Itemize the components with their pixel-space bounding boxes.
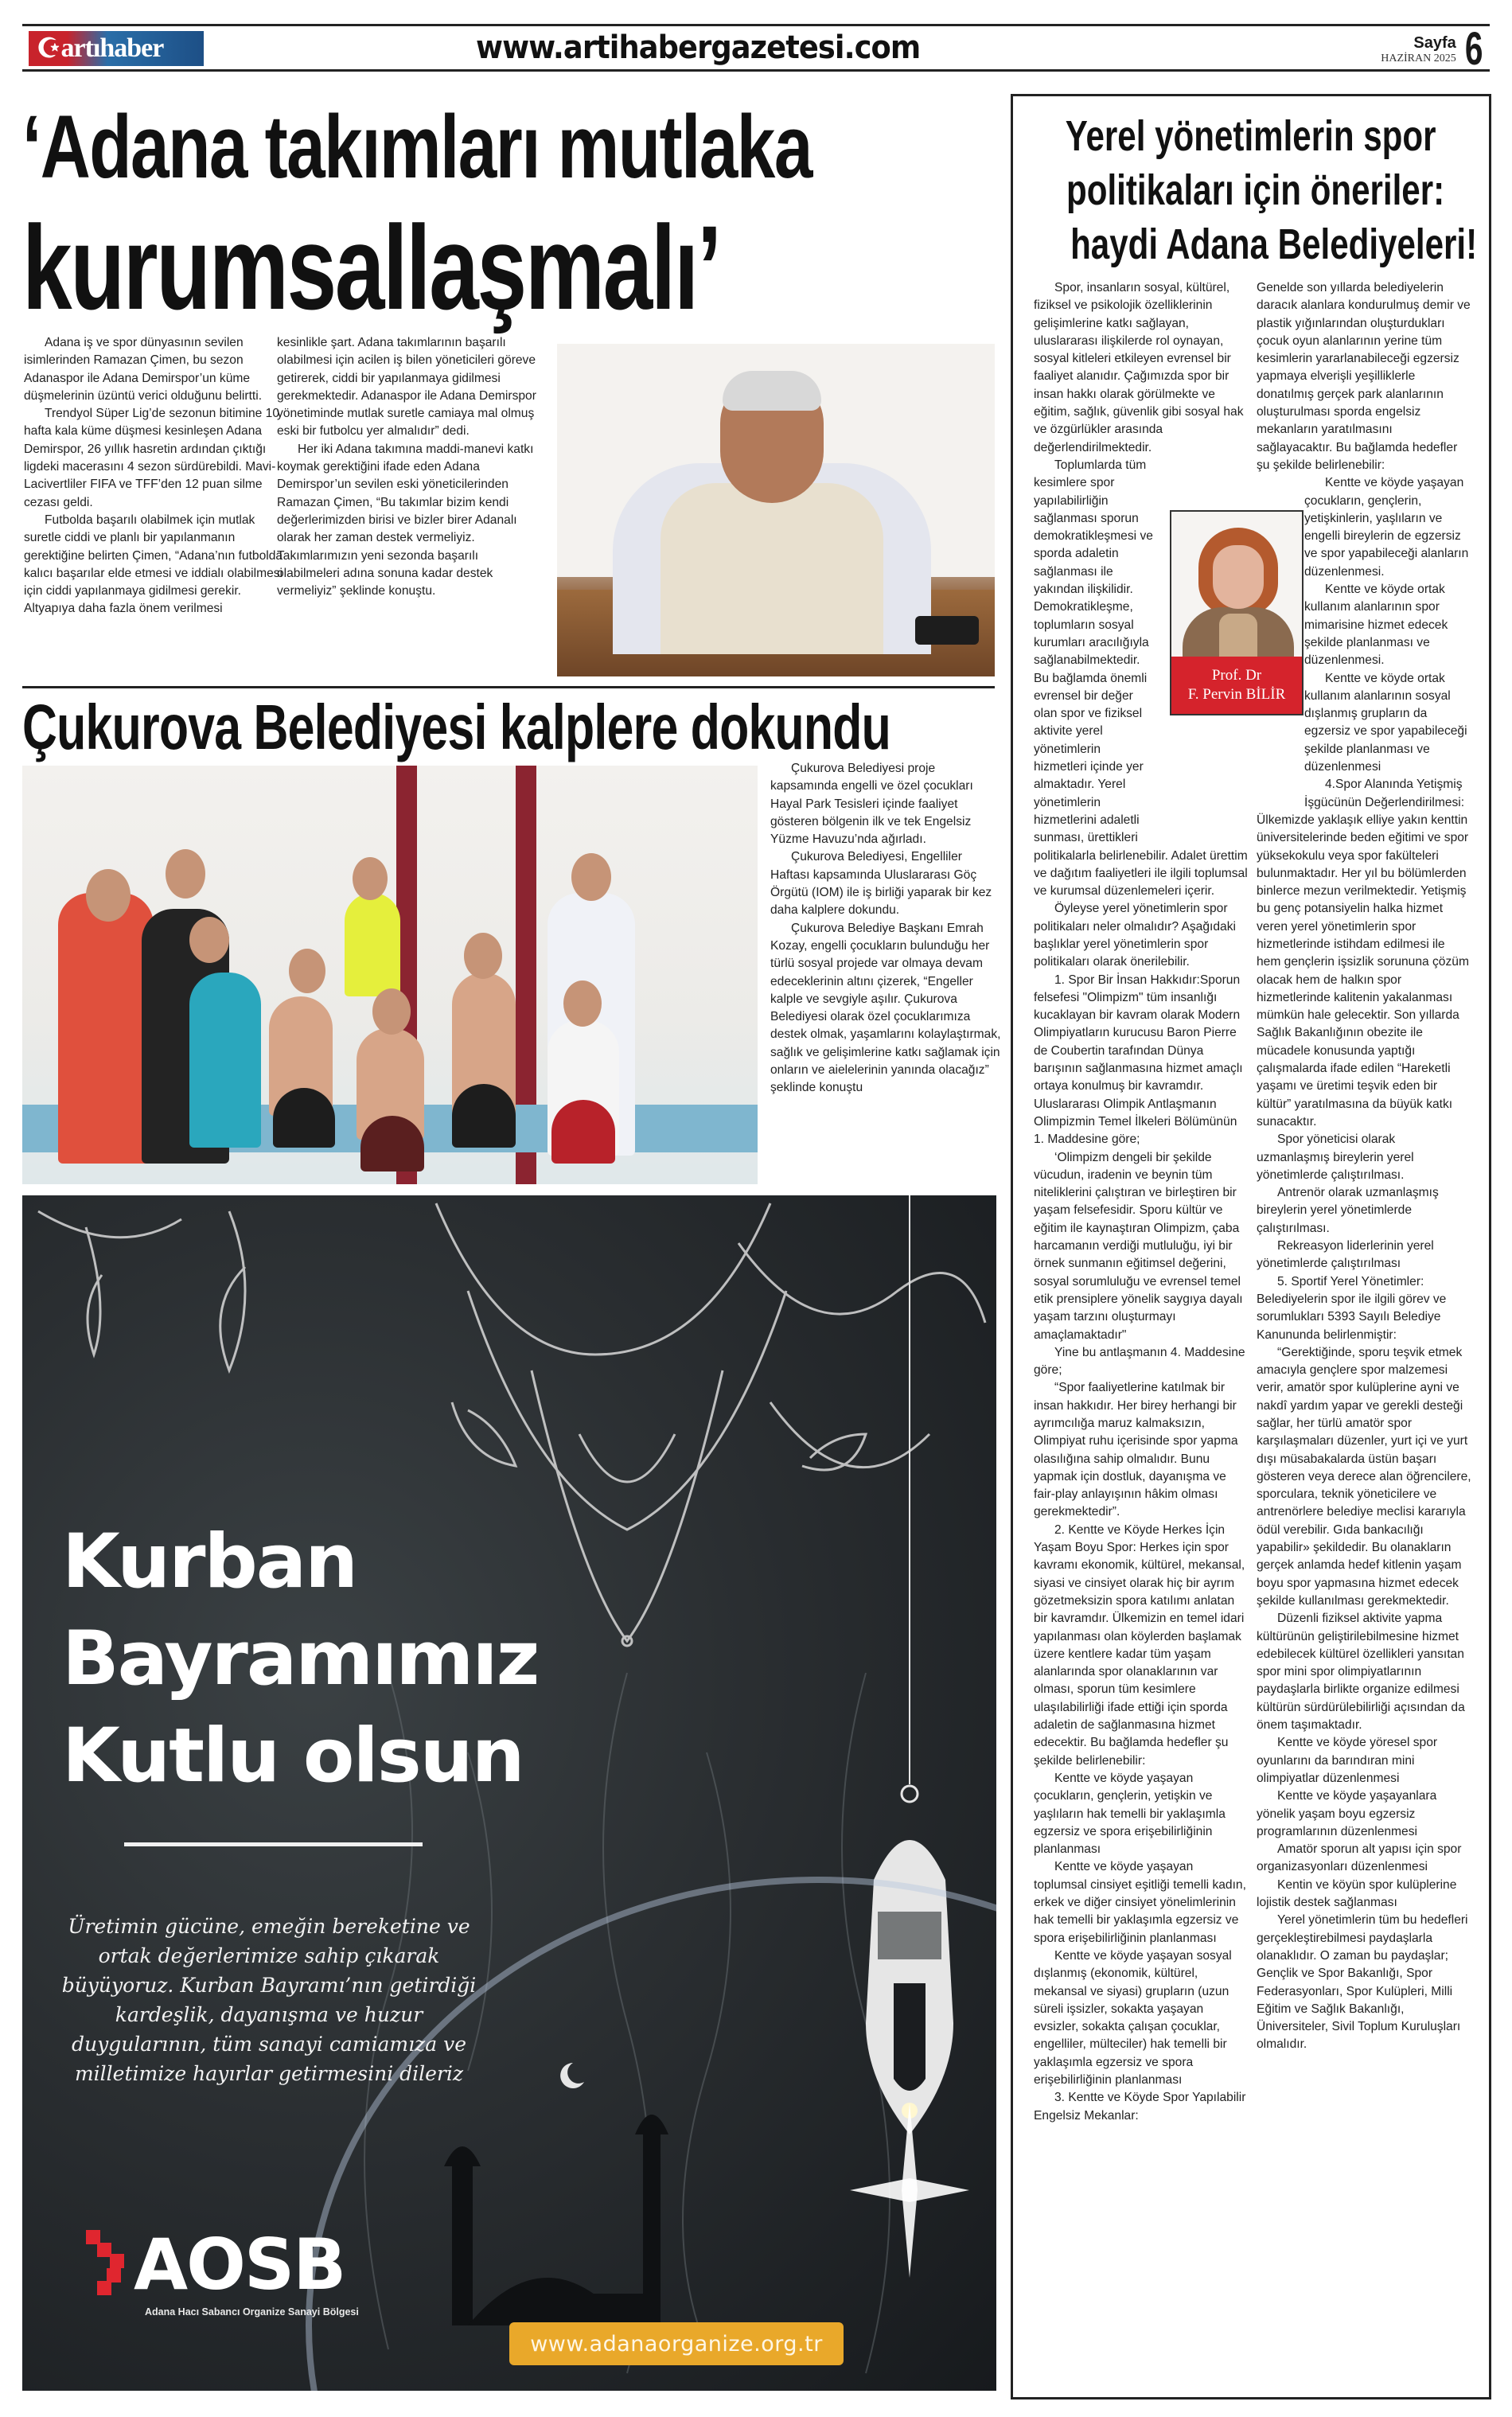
issue-date: HAZİRAN 2025 — [1381, 52, 1456, 64]
paragraph: ‘Olimpizm dengeli bir şekilde vücudun, iradenin ve beynin tüm niteliklerini çalıştıran ve birleştiren bir yaşam felsefesidir. Sporu kültür ve eğitim ile kaynaştıran Olimpizm, çaba harcamanın verdiği mutluluğu, iyi bir örnek sunmanın eğitimsel değerini, sosyal sorumluluğu ve evrensel temel etik prensiplere yönelik saygıya dayalı yaşam tarzını oluşturmayı amaçlamaktadır" — [1034, 1150, 1243, 1342]
paragraph: Kentte ve köyde yöresel spor oyunlarını da barındıran mini olimpiyatlar düzenlenmesi — [1257, 1736, 1438, 1785]
paragraph: 4.Spor Alanında Yetişmiş İşgücünün Değerlendirilmesi: Ülkemizde yaklaşık elliye yakın kenttin üniversitelerinde beden eğitimi ve spor yüksekokulu veya spor fakülteleri bulunmaktadır. Her yıl bu bölümlerden binlerce mezun verilmektedir. Yetişmiş bu genç potansiyelin halka hizmet veren yerel yönetimlerin spor hizmetlerinde istihdam edilmesi ile hem gençlerin işsizlik sorununa çözüm olacak hem de halkın spor hizmetlerinde kalitenin yakalanması mümkün hale gelecektir. Son yıllarda Sağlık Bakanlığının obezite ile mücadele konusunda yaptığı çalışmalarda ifade edilen “Hareketli yaşamı ve üretimi teşvik eden bir kültür” yaratılmasına da büyük katkı sunacaktır. — [1257, 778, 1469, 1129]
paragraph: 3. Kentte ve Köyde Spor Yapılabilir Engelsiz Mekanlar: — [1034, 2091, 1246, 2123]
aosb-full-name: Adana Hacı Sabancı Organize Sanayi Bölgesi — [145, 2306, 359, 2318]
paragraph: Adana iş ve spor dünyasının sevilen isimlerinden Ramazan Çimen, bu sezon Adanaspor ile Adana Demirspor’un küme düşmelerinin üzüntü verici olduğunu belirtti. — [24, 336, 263, 403]
ad-website-link[interactable]: www.adanaorganize.org.tr — [509, 2322, 844, 2365]
paragraph: Yine bu antlaşmanın 4. Maddesine göre; — [1034, 1345, 1245, 1378]
paragraph: Her iki Adana takımına maddi-manevi katkı koymak gerektiğini ifade eden Adana Demirspor’un sevilen eski yöneticilerinden Ramazan Çimen, “Bu takımlar bizim kendi değerlerimizden birisi ve bizler birer Adanalı olarak her zaman destek vermeliyiz. Takımlarımızın yeni sezonda başarılı olabilmeleri adına sonuna kadar destek vermeliyiz” şeklinde konuştu. — [277, 442, 534, 598]
paragraph: 1. Spor Bir İnsan Hakkıdır:Sporun felsefesi "Olimpizm" tüm insanlığı kucaklayan bir kavram olarak Modern Olimpiyatların kurucusu Baron Pierre de Coubertin tarafından Dünya barışının sağlanmasına hizmet amaçlı ortaya konulmuş bir kavramdır. Uluslararası Olimpik Antlaşmanın Olimpizmin Temel İlkeleri Bölümünün 1. Maddesine göre; — [1034, 973, 1243, 1147]
ad-title-line: Kutlu olsun — [62, 1713, 524, 1799]
article2-headline: Çukurova Belediyesi kalplere dokundu — [22, 692, 891, 762]
opinion-title-line: Yerel yönetimlerin spor — [1066, 112, 1436, 160]
paragraph: Çukurova Belediye Başkanı Emrah Kozay, engelli çocukların bulunduğu her türlü sosyal projede var olmaya devam edeceklerinin altını çizerek, “Engeller kalple ve sevgiyle aşılır. Çukurova Belediyesi olarak özel çocuklarımıza destek olmak, yaşamlarını kolaylaştırmak, sağlık ve gelişimlerine katkı sağlamak için onların ve aielelerinin yanında olacağız” şeklinde konuştu — [770, 921, 1001, 1095]
paragraph: Düzenli fiziksel aktivite yapma kültürünün geliştirilebilmesine hizmet edebilecek kültürel özellikleri yansıtan spor mini spor olimpiyatlarının paydaşlarla birlikte organize edilmesi kültürün sürdürülebilirliği açısından da önem taşımaktadır. — [1257, 1612, 1465, 1733]
section-divider — [22, 686, 995, 688]
site-url[interactable]: www.artihabergazetesi.com — [476, 29, 921, 66]
article1-column-2 — [277, 334, 540, 600]
paragraph: Kentte ve köyde ortak kullanım alanlarının sosyal dışlanmış grupların da egzersiz ve spor yapabileceği şekilde planlanması ve düzenlenmesi — [1304, 671, 1467, 774]
paragraph: Trendyol Süper Lig’de sezonun bitimine 10 hafta kala küme düşmesi kesinleşen Adana Demirspor, 26 yıllık hasretin ardından çıktığı ligdeki macerasını 4 sezon sürdürebildi. Mavi-Lacivertliler FIFA ve TFF’den 12 puan silme cezası geldi. — [24, 407, 280, 509]
page-label: Sayfa — [1413, 33, 1456, 52]
article2-body — [770, 760, 1001, 1097]
crescent-star-icon: ☪ — [37, 33, 61, 64]
ad-title — [62, 1514, 538, 1805]
bayram-advertisement[interactable] — [22, 1195, 996, 2391]
article1-column-1 — [24, 334, 286, 618]
paragraph: “Spor faaliyetlerine katılmak bir insan hakkıdır. Her birey herhangi bir ayrımcılığa maruz kalmaksızın, Olimpiyat ruhu içerisinde spor yapma olasılığına sahip olmalıdır. Bunu yapmak için dostluk, dayanışma ve fair-play anlayışının hâkim olması gerekmektedir”. — [1034, 1381, 1238, 1519]
paragraph: Rekreasyon liderlerinin yerel yönetimlerde çalıştırılması — [1257, 1239, 1434, 1271]
author-title: Prof. Dr — [1211, 667, 1262, 684]
article1-headline-line2: kurumsallaşmalı’ — [22, 201, 720, 334]
logo-text: artıhaber — [60, 33, 164, 63]
paragraph: Kentte ve köyde yaşayanlara yönelik yaşam boyu egzersiz programlarının düzenlenmesi — [1257, 1789, 1437, 1838]
paragraph: Kentte ve köyde yaşayan çocukların, gençlerin, yetişkinlerin, yaşlıların ve engelli bireylerin de egzersiz ve spor yapabileceği alanların düzenlenmesi. — [1304, 476, 1469, 579]
opinion-column-box — [1011, 94, 1491, 2399]
author-card — [1170, 510, 1304, 715]
page-info — [1381, 23, 1487, 75]
paragraph: Kentte ve köyde yaşayan çocukların, gençlerin, yetişkin ve yaşlıların hak temelli bir yaklaşımla egzersiz ve spora erişebilirliğinin planlanması — [1034, 1771, 1226, 1857]
paragraph: Kentin ve köyün spor kulüplerine lojistik destek sağlanması — [1257, 1877, 1457, 1910]
ad-divider — [124, 1842, 423, 1846]
masthead — [22, 23, 1490, 75]
opinion-title — [1013, 109, 1489, 271]
paragraph: Kentte ve köyde ortak kullanım alanlarının spor mimarisine hizmet edecek şekilde planlanması ve düzenlenmesi. — [1304, 583, 1448, 668]
author-tag — [1171, 657, 1302, 714]
paragraph: Çukurova Belediyesi, Engelliler Haftası kapsamında Uluslararası Göç Örgütü (IOM) ile iş birliği yaparak bir kez daha kalplere dokundu. — [770, 850, 992, 918]
paragraph: “Gerektiğinde, sporu teşvik etmek amacıyla gençlere spor malzemesi verir, amatör spor kulüplerine ayni ve nakdî yardım yapar ve gerekli desteği sağlar, her türlü amatör spor karşılaşmaları düzenler, yurt içi ve yurt dışı müsabakalarda üstün başarı gösteren veya derece alan öğrencilere, sporculara, teknik yöneticilere ve antrenörlere belediye meclisi kararıyla ödül verebilir. Gıda bankacılığı yapabilir» şekildedir. Bu olanakların gerçek anlamda hedef kitlenin yaşam boyu spor yapmasına hizmet edecek şekilde kullanılması gerekmektedir. — [1257, 1345, 1471, 1608]
author-portrait — [1171, 512, 1302, 658]
paragraph: Toplumlarda tüm kesimlere spor yapılabilirliğin sağlanması sporun demokratikleşmesi ve sporda adaletin sağlanması ile yakından ilişkilidir. Demokratikleşme, toplumların sosyal kurumları aracılığıyla sağlanabilmektedir. Bu bağlamda önemli evrensel bir değer olan spor ve fiziksel aktivite yerel yönetimlerin hizmetleri içinde yer almaktadır. Yerel yönetimlerin hizmetlerini adaletli sunması, ürettikleri politikalarla belirlenebilir. Adalet ürettim ve dağıtım faaliyetleri ile ilgili toplumsal ve kurumsal düzenlemeleri içerir. — [1034, 458, 1248, 899]
paragraph: 2. Kentte ve Köyde Herkes İçin Yaşam Boyu Spor: Herkes için spor kavramı ekonomik, kültürel, mekansal, siyasi ve cinsiyet olarak hiç bir ayrım gözetmeksizin spora katılımı anlatan bir kavramdır. Ülkemizin en temel idari yapılanması olan köylerden başlamak üzere kentlere kadar tüm yaşam alanlarında spor olanaklarının var olması, sporun tüm kesimlere ulaşılabilirliği ifade ettiği için sporda adaletin de sağlanmasına hizmet edecektir. Bu bağlamda hedefler şu şekilde belirlenebilir: — [1034, 1522, 1245, 1768]
paragraph: Kentte ve köyde yaşayan sosyal dışlanmış (ekonomik, kültürel, mekansal ve siyasi) grupların (uzun süreli işsizler, sokakta yaşayan evsizler, sokakta çalışan çocuklar, engelliler, mülteciler) hak temelli bir yaklaşımla egzersiz ve spora erişebilirliğinin planlanması — [1034, 1948, 1232, 2087]
opinion-title-line: haydi Adana Belediyeleri! — [1070, 220, 1478, 268]
paragraph: Kentte ve köyde yaşayan toplumsal cinsiyet eşitliği temelli kadın, erkek ve diğer cinsiyet yönelimlerinin hak temelli bir yaklaşımla egzersiz ve spora erişebilirliğinin planlanması — [1034, 1860, 1246, 1945]
paragraph: Amatör sporun alt yapısı için spor organizasyonları düzenlenmesi — [1257, 1842, 1462, 1874]
opinion-title-line: politikaları için öneriler: — [1066, 166, 1445, 214]
newspaper-logo[interactable] — [29, 31, 204, 66]
paragraph: kesinlikle şart. Adana takımlarının başarılı olabilmesi için acilen iş bilen yöneticileri göreve getirerek, ciddi bir yapılanmaya gidilmesi gerekmektedir. Adanaspor ile Adana Demirspor yönetiminde mutlak suretle camiaya mal olmuş eski bir futbolcu yer almalıdır” dedi. — [277, 336, 536, 439]
paragraph: Genelde son yıllarda belediyelerin daracık alanlara kondurulmuş demir ve plastik yığınlarından oluşturdukları çocuk oyun alanlarının yerine tüm kesimlerin yararlanabileceği egzersiz yapmaya elverişli yeşilliklerle donatılmış gerçek park alanlarının oluşturulması sporda engelsiz mekanların yaratılmasını sağlayacaktır. Bu bağlamda hedefler şu şekilde belirlenebilir: — [1257, 281, 1471, 472]
ad-message: Üretimin gücüne, emeğin bereketine ve ortak değerlerimize sahip çıkarak büyüyoruz. Kurban Bayramı’nın getirdiği kardeşlik, dayanışma ve huzur duygularının, tüm sanayi camiamıza ve milletimize hayırlar getirmesini dileriz — [61, 1915, 477, 2085]
paragraph: Spor, insanların sosyal, kültürel, fiziksel ve psikolojik özelliklerinin gelişimlerine katkı sağlayan, uluslararası ilişkilerde rol oynayan, sosyal kitleleri etkileyen evrensel bir faaliyet alanıdır. Çağımızda spor bir insan hakkı olarak görülmekte ve eğitim, sağlık, güvenlik gibi sosyal hak ve özgürlükler arasında değerlendirilmektedir. — [1034, 281, 1244, 454]
ad-title-line: Kurban — [62, 1518, 357, 1605]
paragraph: 5. Sportif Yerel Yönetimler: Belediyelerin spor ile ilgili görev ve sorumlukları 5393 Sayılı Belediye Kanununda belirlenmiştir: — [1257, 1274, 1447, 1342]
paragraph: Öyleyse yerel yönetimlerin spor politikaları neler olmalıdır? Aşağıdaki başlıklar yerel yönetimlerin spor politikaları olarak önerilebilir. — [1034, 902, 1236, 969]
paragraph: Spor yöneticisi olarak uzmanlaşmış bireylerin yerel yönetimlerde çalıştırılması. — [1257, 1132, 1414, 1182]
aosb-brand: AOSB — [134, 2224, 345, 2306]
article1-photo — [557, 344, 995, 676]
ad-title-line: Bayramımız — [62, 1616, 539, 1702]
article2-photo — [22, 766, 758, 1184]
author-name: F. Pervin BİLİR — [1187, 686, 1286, 703]
paragraph: Çukurova Belediyesi proje kapsamında engelli ve özel çocukları Hayal Park Tesisleri içinde faaliyet gösteren bölgenin ilk ve tek Engelsiz Yüzme Havuzu’nda ağırladı. — [770, 762, 973, 847]
paragraph: Futbolda başarılı olabilmek için mutlak suretle ciddi ve planlı bir yapılanmanın gerektiğine belirten Çimen, “Adana’nın futbolda kalıcı başarılar elde etmesi ve iddialı olabilmesi için ciddi yapılanmaya gidilmesi gerekir. Altyapıya daha fazla önem verilmesi — [24, 513, 283, 616]
paragraph: Yerel yönetimlerin tüm bu hedefleri gerçekleştirebilmesi paydaşlarla olanaklıdır. O zaman bu paydaşlar; Gençlik ve Spor Bakanlığı, Spor Federasyonları, Spor Kulüpleri, Milli Eğitim ve Sağlık Bakanlığı, Üniversiteler, Sivil Toplum Kuruluşları olmalıdır. — [1257, 1913, 1468, 2052]
article1-headline-line1: ‘Adana takımları mutlaka — [22, 97, 812, 197]
paragraph: Antrenör olarak uzmanlaşmış bireylerin yerel yönetimlerde çalıştırılması. — [1257, 1186, 1439, 1235]
page-number: 6 — [1464, 23, 1483, 75]
